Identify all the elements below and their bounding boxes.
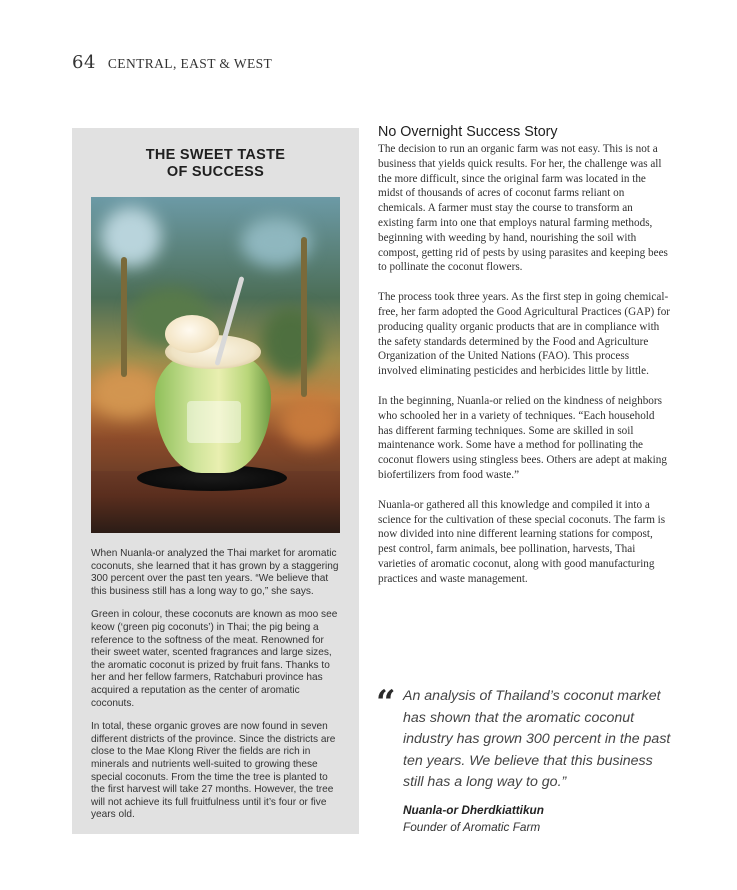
page-number: 64: [72, 52, 96, 73]
article-paragraph: Nuanla-or gathered all this knowledge and compiled it into a science for the cultivation of these special coconuts. The farm is now divided into nine different learning stations for compost, pest control, farm animals, bee pollination, harvests, Thai varieties of aromatic coconut, along with good manufacturing practices and waste management.: [378, 498, 666, 585]
sidebar-paragraph: Green in colour, these coconuts are known as moo see keow (‘green pig coconuts’) in Thai; the pig being a reference to the softness of the meat. Renowned for their sweet water, scented fragrances and large sizes, the aromatic coconut is prized by fruit fans. Thanks to her and her fellow farmers, Ratchaburi province has acquired a reputation as the center of aromatic coconuts.: [91, 609, 338, 709]
sidebar-title-line1: THE SWEET TASTE: [145, 147, 286, 163]
article-paragraph: In the beginning, Nuanla-or relied on the kindness of neighbors who schooled her in a variety of techniques. “Each household has different farming techniques. Some are skilled in soil maintenance work. Some have a method for pollinating the coconut flowers using stingless bees. Others are adept at making biofertilizers from food waste.”: [378, 394, 667, 481]
quote-mark-icon: “: [376, 683, 396, 723]
main-article: [378, 124, 670, 602]
article-paragraph: The process took three years. As the first step in going chemical-free, her farm adopted the Good Agricultural Practices (GAP) for producing quality organic products that are in compliance with the safety standards determined by the Food and Agriculture Organization of the United Nations (FAO). This process involved eliminating pesticides and herbicides little by little.: [378, 291, 671, 378]
sidebar-title: [72, 147, 359, 181]
page-header: [72, 52, 272, 76]
quote-author: Nuanla-or Dherdkiattikun: [403, 802, 544, 817]
sidebar-paragraph: In total, these organic groves are now found in seven different districts of the province. Since the districts are close to the Mae Klong River the fields are rich in minerals and nutrients well-suited to growing these special coconuts. From the time the tree is planted to the first harvest will take 27 months. However, the tree will not achieve its full fruitfulness until it’s four or five years old.: [91, 721, 336, 821]
quote-text: An analysis of Thailand’s coconut market has shown that the aromatic coconut industry has grown 300 percent in the past ten years. We believe that this business still has a long way to go.”: [403, 688, 671, 791]
section-title: CENTRAL, EAST & WEST: [107, 56, 273, 71]
article-heading: No Overnight Success Story: [378, 124, 558, 140]
pull-quote: [376, 683, 676, 835]
coconut-photo: [91, 197, 340, 533]
sidebar-paragraph: When Nuanla-or analyzed the Thai market for aromatic coconuts, she learned that it has grown by a staggering 300 percent over the past ten years. “We believe that this business still has a long way to go,” she says.: [91, 548, 339, 597]
sidebar-box: [72, 128, 359, 834]
quote-role: Founder of Aromatic Farm: [403, 819, 541, 834]
sidebar-title-line2: OF SUCCESS: [166, 164, 265, 180]
sidebar-text: [91, 548, 342, 833]
article-paragraph: The decision to run an organic farm was not easy. This is not a business that yields quick results. For her, the challenge was all the more difficult, since the original farm was located in the midst of thousands of acres of coconut farms reliant on chemicals. A farmer must stay the course to transform an existing farm into one that employs natural farming methods, beginning with weeding by hand, nourishing the soil with compost, getting rid of pests by using parasites and keeping bees to pollinate the coconut flowers.: [378, 143, 668, 274]
